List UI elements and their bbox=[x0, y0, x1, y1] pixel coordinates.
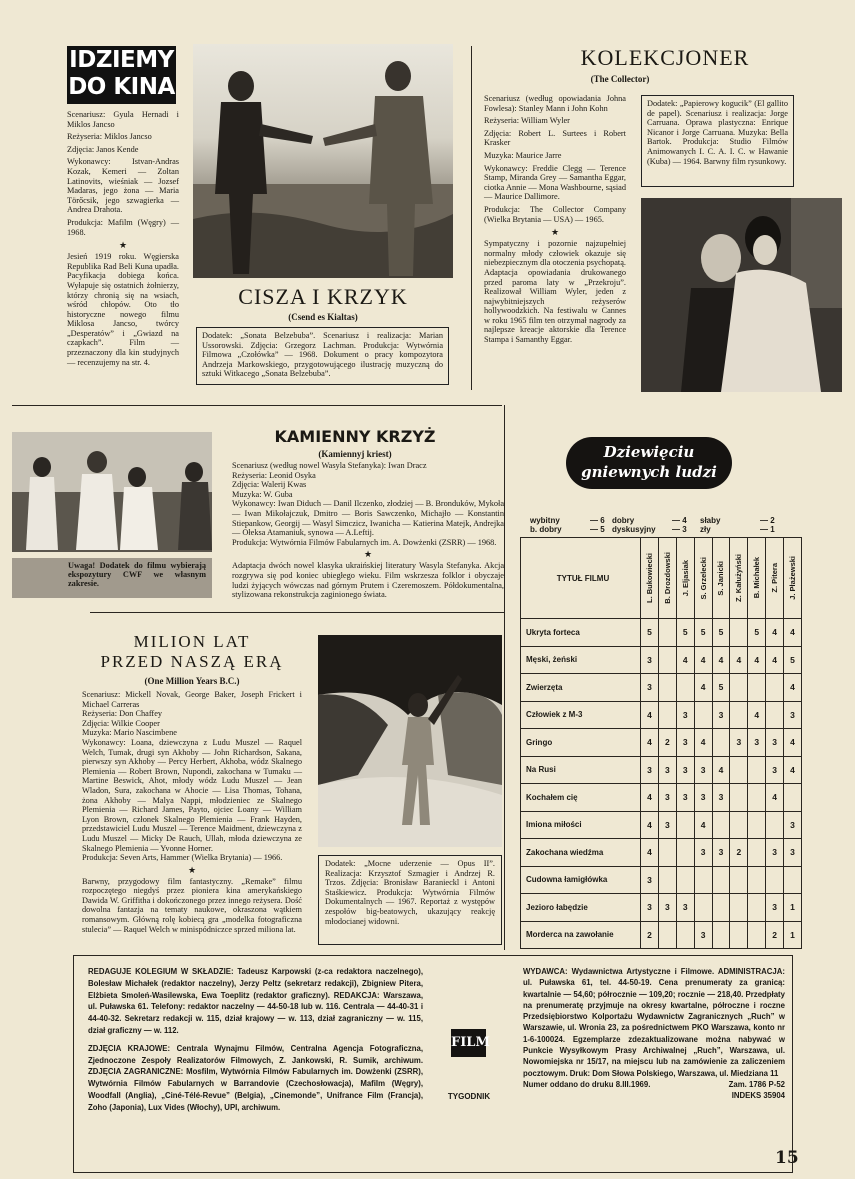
milion-title-line2: PRZED NASZĄ ERĄ bbox=[100, 652, 284, 671]
rating-cell bbox=[748, 674, 766, 702]
film-title: Jezioro łabędzie bbox=[521, 894, 641, 922]
table-row bbox=[521, 921, 802, 949]
cisza-title: CISZA I KRZYK bbox=[238, 284, 408, 309]
legend-value: — 2 bbox=[760, 516, 775, 525]
film-title: Zwierzęta bbox=[521, 674, 641, 702]
kolekcjoner-bonus-text: Dodatek: „Papierowy kogucik” (El gallito de papel). Scenariusz i realizacja: Jorge Carruana. Oprawa plastyczna: Enrique Nicanor i Jorge Carruana. Muzyka: Bella Bartok. Produkcja: Studio Filmów Animowanych I. C. A. I. C. w Hawanie (Kuba) — 1964. Barwny film rysunkowy. bbox=[647, 99, 788, 166]
table-row bbox=[521, 894, 802, 922]
milion-credit-4: Wykonawcy: Loana, dziewczyna z Ludu Muszel — Raquel Welch, Tumak, drugi syn Akhoby — John Richardson, Sakana, pierwszy syn Akhoby — Percy Herbert, Akhoba, wódz Skalnego Plemienia — Robert Brown, Nupondi, zakochana w Tumaku — Martine Beswick, Ahot, młody wódz Ludu Muszel — Jean Wladon, Sura, zakochana w Ahocie — Lisa Thomas, Tohana, żona Akhoby — Malya Nappi, młodzieniec ze Skalnego Plemienia — Richard James, Payto, ojciec Loany — William Lyon Brown, członek Skalnego Plemienia — Frank Hayden, przedstawiciel Ludu Muszel — Terence Maidment, dziewczyna z Ludu Muszel — Micky De Rauch, Ullah, młoda dziewczyna ze Skalnego Plemienia — Yvonne Horner. bbox=[82, 737, 302, 853]
critic-header bbox=[784, 538, 802, 619]
critic-name: S. Janicki bbox=[716, 560, 726, 596]
rating-cell bbox=[658, 701, 676, 729]
milion-photo bbox=[318, 635, 502, 847]
legend-label: dobry bbox=[612, 516, 635, 525]
footer-publisher: WYDAWCA: Wydawnictwa Artystyczne i Filmowe. ADMINISTRACJA: ul. Puławska 61, tel. 44-50-19. Cena prenumeraty za granicą: kwartalnie — 54,60; półrocznie — 109,20; rocznie — 218,40. Przedpłaty na prenumeratę przyjmuje na okresy kwartalne, półroczne i roczne Przedsiębiorstwo Kolportażu Wydawnictw Zagranicznych „Ruch” w Warszawie, ul. Wronia 23, za pośrednictwem PKO Warszawa, konto nr 1-6-100024. Egzemplarze zdezaktualizowane można nabywać w Punkcie Wysyłkowym Prasy Archiwalnej „Ruch”, Warszawa, ul. Nowomiejska nr 15/17, na miejscu lub na zamówienie za zaliczeniem pocztowym. Druk: Dom Słowa Polskiego, Warszawa, ul. Miedziana 11 bbox=[523, 967, 785, 1078]
cisza-photo bbox=[193, 44, 453, 278]
rating-cell: 3 bbox=[730, 729, 748, 757]
film-title: Męski, żeński bbox=[521, 646, 641, 674]
kamienny-credit-1: Reżyseria: Leonid Osyka bbox=[232, 470, 316, 480]
film-title: Kochałem cię bbox=[521, 784, 641, 812]
rating-cell bbox=[694, 894, 712, 922]
film-logo-caption: TYGODNIK bbox=[447, 1092, 491, 1101]
table-row bbox=[521, 756, 802, 784]
section-logo bbox=[67, 46, 176, 104]
legend-label: zły bbox=[700, 525, 711, 534]
footer-photo-credits: ZDJĘCIA KRAJOWE: Centrala Wynajmu Filmów, Centralna Agencja Fotograficzna, Zjednoczone Zespoły Realizatorów Filmowych, Z. Jankowski, R. Sumik, archiwum. ZDJĘCIA ZAGRANICZNE: Mosfilm, Wytwórnia Filmów Fabularnych im. Dowżenki (ZSRR), Wytwórnia Filmów Fabularnych w Barrandovie (Czechosłowacja), Mafilm (Węgry), Woodfall (Anglia), „Ciné-Télé-Revue” (Belgia), „Cinemonde”, Unifrance Film (Francja), Zoho (Japonia), Lux Vides (Włochy), UPI, archiwum. bbox=[88, 1043, 423, 1112]
legend-label: b. dobry bbox=[530, 525, 562, 534]
cisza-credit-1: Reżyseria: Miklos Jancso bbox=[67, 132, 152, 142]
rating-cell: 4 bbox=[766, 646, 784, 674]
kamienny-credits bbox=[232, 461, 504, 603]
kamienny-credit-2: Zdjęcia: Walerij Kwas bbox=[232, 480, 307, 490]
kolekcjoner-photo-figures bbox=[641, 198, 842, 392]
milion-credit-5: Produkcja: Seven Arts, Hammer (Wielka Brytania) — 1966. bbox=[82, 853, 283, 863]
rating-cell bbox=[712, 729, 730, 757]
rating-cell: 4 bbox=[641, 839, 659, 867]
rating-cell bbox=[748, 894, 766, 922]
footer-left bbox=[88, 966, 423, 1114]
film-title: Morderca na zawołanie bbox=[521, 921, 641, 949]
legend-value: — 4 bbox=[672, 516, 687, 525]
ratings-title-line1: Dziewięciu bbox=[603, 443, 695, 461]
rating-cell: 4 bbox=[784, 674, 802, 702]
rating-cell: 3 bbox=[658, 756, 676, 784]
rating-cell bbox=[748, 784, 766, 812]
rating-cell: 5 bbox=[676, 619, 694, 647]
rating-cell bbox=[694, 866, 712, 894]
rating-cell bbox=[766, 866, 784, 894]
legend-value: — 1 bbox=[760, 525, 775, 534]
film-logo-text: FILM bbox=[451, 1035, 490, 1050]
ratings-legend bbox=[530, 516, 790, 534]
rating-cell: 2 bbox=[658, 729, 676, 757]
critic-name: L. Bukowiecki bbox=[644, 552, 654, 603]
film-title: Gringo bbox=[521, 729, 641, 757]
kamienny-photo bbox=[12, 432, 212, 552]
rating-cell: 4 bbox=[694, 729, 712, 757]
rating-cell bbox=[730, 701, 748, 729]
rating-cell: 3 bbox=[694, 756, 712, 784]
critic-header bbox=[766, 538, 784, 619]
footer-order: Zam. 1786 P-52 bbox=[728, 1079, 785, 1089]
rating-cell bbox=[730, 756, 748, 784]
kamienny-body: Adaptacja dwóch nowel klasyka ukraińskiej literatury Wasyla Stefanyka. Akcja rozgrywa się pod koniec ubiegłego wieku. Film wskrzesza folklor i obyczaje ludzi żyjących wówczas nad górnym Prutem i Czeremoszem. Półdokumentalna, stylizowana rekonstrukcja zaginionego świata. bbox=[232, 561, 504, 600]
critic-header bbox=[658, 538, 676, 619]
rating-cell bbox=[676, 674, 694, 702]
rating-cell: 5 bbox=[694, 619, 712, 647]
cisza-bonus-box bbox=[196, 327, 449, 385]
milion-credit-0: Scenariusz: Mickell Novak, George Baker, Joseph Frickert i Michael Carreras bbox=[82, 690, 302, 709]
footer-submitted: Numer oddano do druku 8.III.1969. bbox=[523, 1079, 651, 1089]
rating-cell: 4 bbox=[641, 729, 659, 757]
rating-cell bbox=[658, 921, 676, 949]
rating-cell: 4 bbox=[694, 811, 712, 839]
rating-cell: 3 bbox=[676, 701, 694, 729]
footer-index: INDEKS 35904 bbox=[731, 1091, 785, 1101]
rating-cell: 3 bbox=[641, 674, 659, 702]
rating-cell: 3 bbox=[658, 784, 676, 812]
milion-credit-3: Muzyka: Mario Nascimbene bbox=[82, 728, 177, 738]
rating-cell: 1 bbox=[784, 894, 802, 922]
star-divider: ★ bbox=[363, 549, 373, 560]
rating-cell bbox=[658, 646, 676, 674]
rating-cell bbox=[676, 921, 694, 949]
legend-label: słaby bbox=[700, 516, 721, 525]
column-divider bbox=[471, 46, 472, 390]
rating-cell bbox=[676, 866, 694, 894]
table-row bbox=[521, 784, 802, 812]
rating-cell bbox=[694, 701, 712, 729]
table-row bbox=[521, 839, 802, 867]
rating-cell bbox=[712, 921, 730, 949]
rating-cell bbox=[748, 811, 766, 839]
rating-cell: 3 bbox=[784, 701, 802, 729]
section-logo-line2: DO KINA bbox=[68, 74, 175, 100]
milion-bonus-box bbox=[318, 855, 502, 945]
kamienny-credit-0: Scenariusz (według nowel Wasyla Stefanyka): Iwan Dracz bbox=[232, 461, 427, 470]
critic-header bbox=[676, 538, 694, 619]
rating-cell: 3 bbox=[676, 729, 694, 757]
rating-cell bbox=[766, 701, 784, 729]
rating-cell: 3 bbox=[694, 839, 712, 867]
rating-cell: 4 bbox=[712, 646, 730, 674]
cisza-credit-2: Zdjęcia: Janos Kende bbox=[67, 144, 139, 154]
kolekcjoner-credit-3: Muzyka: Maurice Jarre bbox=[484, 150, 562, 160]
kamienny-subtitle: (Kamiennyj kriest) bbox=[318, 449, 392, 459]
critic-header bbox=[748, 538, 766, 619]
milion-credit-2: Zdjęcia: Wilkie Cooper bbox=[82, 718, 160, 728]
rating-cell: 4 bbox=[766, 619, 784, 647]
rating-cell: 3 bbox=[766, 894, 784, 922]
film-title: Na Rusi bbox=[521, 756, 641, 784]
film-title: Zakochana wiedźma bbox=[521, 839, 641, 867]
rating-cell bbox=[658, 674, 676, 702]
critic-name: Z. Pitera bbox=[770, 563, 780, 593]
rating-cell: 3 bbox=[676, 894, 694, 922]
rating-cell: 3 bbox=[784, 811, 802, 839]
rating-cell bbox=[712, 866, 730, 894]
rating-cell: 5 bbox=[712, 619, 730, 647]
rating-cell bbox=[658, 839, 676, 867]
rating-cell: 2 bbox=[730, 839, 748, 867]
rating-cell: 3 bbox=[641, 756, 659, 784]
rating-cell: 4 bbox=[748, 646, 766, 674]
cisza-credit-3: Wykonawcy: Istvan-Andras Kozak, Kemeri — Zoltan Latinovits, wieśniak — Jozsef Madaras, jego żona — Maria Törőcsik, jego szwagierka — Andrea Drahota. bbox=[67, 157, 179, 215]
star-divider: ★ bbox=[187, 864, 197, 875]
milion-body: Barwny, przygodowy film fantastyczny. „Remake” filmu rozpoczętego niegdyś przez pioniera kina amerykańskiego Dawida W. Griffitha i dokończonego przez innego reżysera. Dość dowolna fantazja na tematy naukowe, okraszona wątkiem romansowym. Główną rolę kobiecą gra „modelka fotograficzna stulecia” — Raquel Welch w minispódniczce sprzed miliona lat. bbox=[82, 876, 302, 934]
rating-cell bbox=[766, 674, 784, 702]
rating-cell bbox=[712, 894, 730, 922]
kolekcjoner-photo bbox=[641, 198, 842, 392]
footer-right bbox=[523, 966, 785, 1102]
footer-bottom-row bbox=[523, 1079, 785, 1090]
rating-cell bbox=[748, 756, 766, 784]
star-divider: ★ bbox=[550, 227, 560, 238]
film-title: Człowiek z M-3 bbox=[521, 701, 641, 729]
rating-cell bbox=[730, 674, 748, 702]
rating-cell: 5 bbox=[748, 619, 766, 647]
rating-cell: 3 bbox=[712, 784, 730, 812]
kamienny-photo-figures bbox=[12, 432, 212, 552]
critic-header bbox=[641, 538, 659, 619]
rating-cell: 4 bbox=[784, 729, 802, 757]
cisza-credits bbox=[67, 110, 179, 370]
kamienny-title: KAMIENNY KRZYŻ bbox=[274, 427, 436, 446]
kolekcjoner-credit-4: Wykonawcy: Freddie Clegg — Terence Stamp, Miranda Grey — Samantha Eggar, ciotka Annie — Mona Washbourne, sąsiad — Maurice Dallimore. bbox=[484, 163, 626, 202]
milion-title-line1: MILION LAT bbox=[133, 632, 251, 651]
cisza-credit-0: Scenariusz: Gyula Hernadi i Miklos Jancso bbox=[67, 110, 179, 129]
legend-value: — 6 bbox=[590, 516, 605, 525]
rating-cell bbox=[748, 839, 766, 867]
rating-cell bbox=[658, 619, 676, 647]
milion-subtitle: (One Million Years B.C.) bbox=[144, 676, 240, 686]
table-row bbox=[521, 866, 802, 894]
rating-cell: 4 bbox=[694, 646, 712, 674]
kolekcjoner-credit-2: Zdjęcia: Robert L. Surtees i Robert Krasker bbox=[484, 128, 626, 148]
kamienny-credit-5: Produkcja: Wytwórnia Filmów Fabularnych im. A. Dowżenki (ZSRR) — 1968. bbox=[232, 537, 497, 547]
footer-editorial: REDAGUJE KOLEGIUM W SKŁADZIE: Tadeusz Karpowski (z-ca redaktora naczelnego), Bolesław Michałek (redaktor naczelny), Jerzy Peltz (sekretarz redakcji), Zbigniew Pitera, Elżbieta Smoleń-Wasilewska, Ewa Toeplitz (redaktor graficzny). REDAKCJA: Warszawa, ul. Puławska 61. Telefony: redaktor naczelny — 44-50-18 lub w. 116. Centrala — 44-40-31 i 44-40-32. Sekretarz redakcji w. 115, dział krajowy — w. 113, dział zagraniczny — w. 115, dział graficzny — w. 112. bbox=[88, 967, 423, 1035]
rating-cell: 4 bbox=[766, 784, 784, 812]
rating-cell: 3 bbox=[641, 866, 659, 894]
rating-cell: 4 bbox=[641, 701, 659, 729]
milion-bonus-text: Dodatek: „Mocne uderzenie — Opus II”. Realizacja: Krzysztof Szmagier i Andrzej R. Trzos. Zdjęcia: Bronisław Baranieckl i Antoni Staśkiewicz. Produkcja: Wytwórnia Filmów Dokumentalnych — 1967. Reportaż z występów zespołów big-beatowych, ukazujący reakcję młodocianej widowni. bbox=[325, 859, 495, 926]
rating-cell: 5 bbox=[712, 674, 730, 702]
legend-row bbox=[530, 525, 790, 534]
rating-cell bbox=[730, 866, 748, 894]
film-title: Cudowna łamigłówka bbox=[521, 866, 641, 894]
rating-cell bbox=[730, 811, 748, 839]
rating-cell: 3 bbox=[712, 701, 730, 729]
rating-cell: 4 bbox=[784, 756, 802, 784]
kolekcjoner-title: KOLEKCJONER bbox=[580, 45, 750, 70]
rating-cell bbox=[784, 784, 802, 812]
critic-name: B. Michałek bbox=[752, 557, 762, 599]
rating-cell bbox=[658, 866, 676, 894]
table-row bbox=[521, 646, 802, 674]
table-row bbox=[521, 811, 802, 839]
kamienny-credit-3: Muzyka: W. Guba bbox=[232, 489, 293, 499]
critic-name: B. Drozdowski bbox=[662, 552, 672, 604]
rating-cell: 4 bbox=[641, 784, 659, 812]
rating-cell bbox=[748, 921, 766, 949]
critic-name: Z. Kałużyński bbox=[734, 554, 744, 602]
rating-cell: 3 bbox=[694, 921, 712, 949]
rating-cell bbox=[730, 619, 748, 647]
rating-cell: 3 bbox=[766, 729, 784, 757]
rating-cell: 4 bbox=[730, 646, 748, 674]
cisza-body: Jesień 1919 roku. Węgierska Republika Rad Beli Kuna upadła. Pacyfikacja dobiega końca. Wyłapuje się ostatnich żołnierzy, którzy chronią się na wsiach, wśród chłopów. Oto tło historyczne nowego filmu Miklosa Jancso, twórcy „Desperatów” i „Gwiazd na czapkach”. Film — przeznaczony dla kin studyjnych — recenzujemy na str. 4. bbox=[67, 252, 179, 367]
star-divider: ★ bbox=[118, 240, 128, 251]
cisza-photo-figures bbox=[193, 44, 453, 278]
critic-header bbox=[712, 538, 730, 619]
kamienny-note bbox=[12, 558, 212, 598]
film-logo bbox=[451, 1029, 490, 1057]
ratings-badge bbox=[566, 437, 732, 489]
section-logo-line1: IDZIEMY bbox=[69, 47, 174, 73]
rating-cell: 4 bbox=[712, 756, 730, 784]
rating-cell: 3 bbox=[766, 839, 784, 867]
table-row bbox=[521, 729, 802, 757]
rating-cell: 3 bbox=[641, 646, 659, 674]
ratings-title-line2: gniewnych ludzi bbox=[581, 463, 717, 481]
section-divider bbox=[90, 612, 504, 613]
kamienny-note-text: Uwaga! Dodatek do filmu wybierają ekspozytury CWF we własnym zakresie. bbox=[68, 561, 206, 588]
page-number: 15 bbox=[775, 1148, 799, 1168]
rating-cell: 3 bbox=[694, 784, 712, 812]
kolekcjoner-credit-1: Reżyseria: William Wyler bbox=[484, 116, 570, 126]
rating-cell bbox=[784, 866, 802, 894]
rating-cell bbox=[730, 784, 748, 812]
rating-cell: 3 bbox=[641, 894, 659, 922]
kolekcjoner-body: Sympatyczny i pozornie najzupełniej normalny młody człowiek okazuje się niebezpiecznym dla otoczenia psychopatą. Adaptacja opowiadania drukowanego przed paroma laty w „Przekroju”. Realizował William Wyler, jeden z najwybitniejszych reżyserów hollywoodzkich. Na festiwalu w Cannes w roku 1965 film ten otrzymał nagrody za najlepsze kreacje aktorskie dla Terence Stampa i Samanthy Eggar. bbox=[484, 239, 626, 345]
rating-cell: 3 bbox=[658, 811, 676, 839]
kolekcjoner-bonus-box bbox=[641, 95, 794, 187]
milion-credit-1: Reżyseria: Don Chaffey bbox=[82, 709, 163, 719]
rating-cell: 1 bbox=[784, 921, 802, 949]
critic-name: S. Grzelecki bbox=[698, 556, 708, 600]
rating-cell: 4 bbox=[748, 701, 766, 729]
film-title: Ukryta forteca bbox=[521, 619, 641, 647]
cisza-bonus-text: Dodatek: „Sonata Belzebuba”. Scenariusz i realizacja: Marian Ussorowski. Zdjęcia: Grzegorz Lachman. Produkcja: Wytwórnia Filmowa „Czołówka” — 1968. Dokument o pracy kompozytora Andrzeja Markowskiego, przygotowującego ilustrację muzyczną do sztuki Witkacego „Sonata Belzebuba”. bbox=[202, 331, 443, 379]
legend-label: wybitny bbox=[530, 516, 560, 525]
rating-cell bbox=[730, 921, 748, 949]
rating-cell bbox=[712, 811, 730, 839]
section-divider bbox=[12, 405, 502, 406]
rating-cell: 3 bbox=[784, 839, 802, 867]
rating-cell: 4 bbox=[641, 811, 659, 839]
kolekcjoner-credit-5: Produkcja: The Collector Company (Wielka Brytania — USA) — 1965. bbox=[484, 204, 626, 224]
ratings-header-row bbox=[521, 538, 802, 619]
rating-cell: 2 bbox=[641, 921, 659, 949]
rating-cell: 3 bbox=[712, 839, 730, 867]
milion-photo-figures bbox=[318, 635, 502, 847]
ratings-column-title: TYTUŁ FILMU bbox=[521, 538, 641, 619]
legend-value: — 3 bbox=[672, 525, 687, 534]
rating-cell: 4 bbox=[784, 619, 802, 647]
rating-cell: 5 bbox=[641, 619, 659, 647]
kolekcjoner-credit-0: Scenariusz (według opowiadania Johna Fowlesa): Stanley Mann i John Kohn bbox=[484, 94, 626, 113]
table-row bbox=[521, 701, 802, 729]
rating-cell: 4 bbox=[676, 646, 694, 674]
table-row bbox=[521, 619, 802, 647]
critic-header bbox=[730, 538, 748, 619]
cisza-subtitle: (Csend es Kialtas) bbox=[288, 312, 358, 322]
milion-credits bbox=[82, 690, 302, 937]
column-divider bbox=[504, 405, 505, 950]
legend-label: dyskusyjny bbox=[612, 525, 656, 534]
rating-cell bbox=[730, 894, 748, 922]
critic-header bbox=[694, 538, 712, 619]
legend-row bbox=[530, 516, 790, 525]
rating-cell: 3 bbox=[766, 756, 784, 784]
rating-cell: 4 bbox=[694, 674, 712, 702]
critic-name: J. Płażewski bbox=[788, 556, 797, 600]
table-row bbox=[521, 674, 802, 702]
rating-cell: 5 bbox=[784, 646, 802, 674]
cisza-credit-4: Produkcja: Mafilm (Węgry) — 1968. bbox=[67, 217, 179, 237]
ratings-table bbox=[520, 537, 802, 949]
rating-cell: 2 bbox=[766, 921, 784, 949]
rating-cell: 3 bbox=[676, 756, 694, 784]
rating-cell bbox=[748, 866, 766, 894]
kolekcjoner-credits bbox=[484, 94, 626, 348]
rating-cell bbox=[766, 811, 784, 839]
rating-cell bbox=[676, 811, 694, 839]
rating-cell bbox=[676, 839, 694, 867]
film-title: Imiona miłości bbox=[521, 811, 641, 839]
kolekcjoner-subtitle: (The Collector) bbox=[590, 74, 650, 84]
legend-value: — 5 bbox=[590, 525, 605, 534]
kamienny-credit-4: Wykonawcy: Iwan Diduch — Danil Ilczenko, złodziej — B. Bronduków, Mykoła — Iwan Mikołajczuk, Dmitro — Boris Sawczenko, Michajło — Konstantin Stiepankow, Georgij — Wasyl Simczicz, Iwanicha — Katierina Matejk, Andrejka — Ołeksa Atamaniuk, synowa — A.Leftij. bbox=[232, 499, 504, 538]
critic-name: J. Eljasiak bbox=[680, 559, 690, 597]
rating-cell: 3 bbox=[658, 894, 676, 922]
rating-cell: 3 bbox=[748, 729, 766, 757]
rating-cell: 3 bbox=[676, 784, 694, 812]
